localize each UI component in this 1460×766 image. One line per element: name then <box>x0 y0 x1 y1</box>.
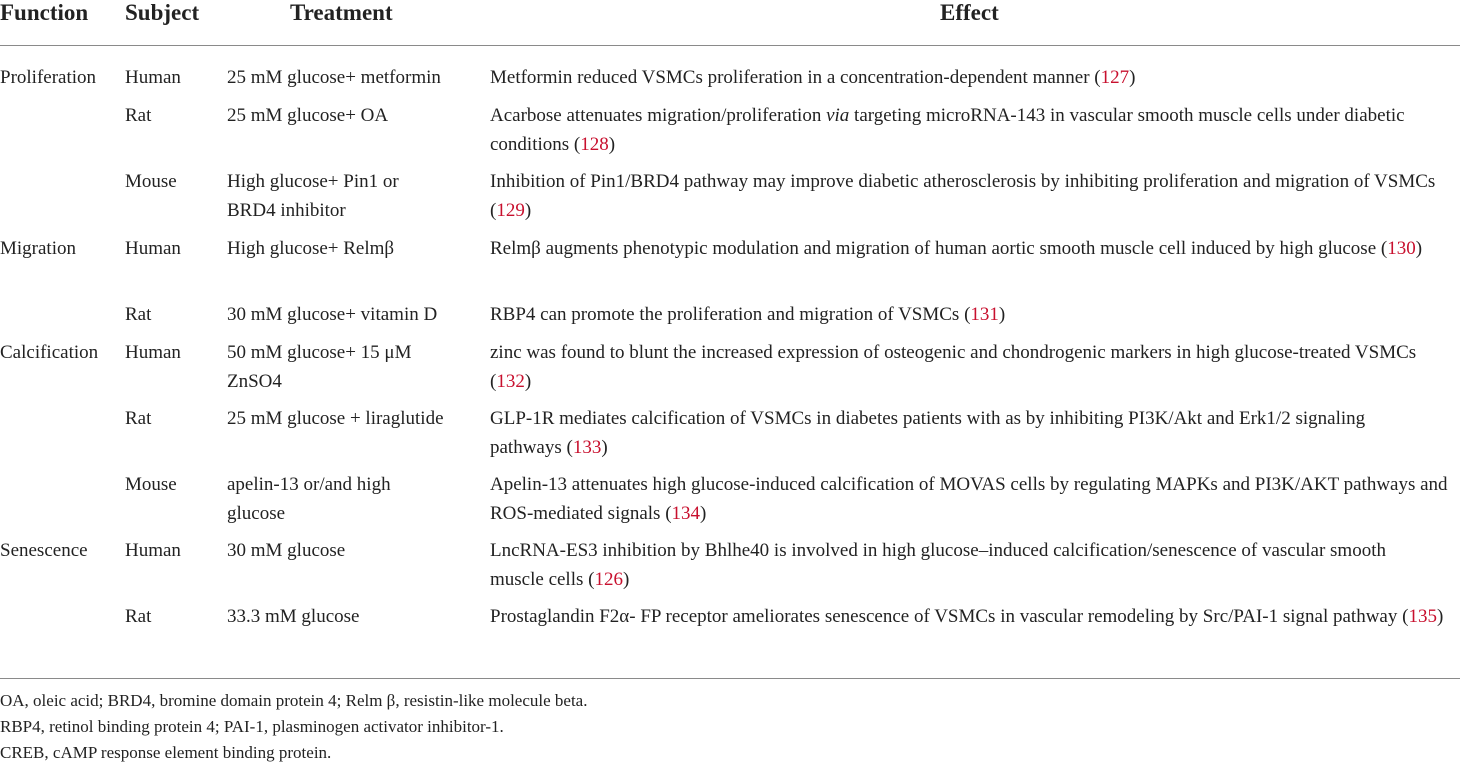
treatment-cell: 33.3 mM glucose <box>227 606 360 627</box>
reference-link[interactable]: 131 <box>970 304 999 325</box>
subject-cell: Rat <box>125 105 152 126</box>
subject-cell: Mouse <box>125 474 177 495</box>
treatment-cell: 25 mM glucose+ metformin <box>227 67 441 88</box>
effect-cell: Acarbose attenuates migration/proliferation via targeting microRNA-143 in vascular smooth muscle cells under diabetic conditions (128) <box>490 105 1405 155</box>
header-rule <box>0 45 1460 46</box>
footer-rule <box>0 678 1460 679</box>
reference-link[interactable]: 135 <box>1408 606 1437 627</box>
effect-cell: RBP4 can promote the proliferation and migration of VSMCs (131) <box>490 304 1006 325</box>
header-subject: Subject <box>125 0 200 25</box>
footnote: RBP4, retinol binding protein 4; PAI-1, plasminogen activator inhibitor-1. <box>0 717 504 736</box>
treatment-cell: High glucose+ Pin1 or BRD4 inhibitor <box>227 171 399 221</box>
treatment-cell: 30 mM glucose <box>227 540 346 561</box>
subject-cell: Rat <box>125 606 152 627</box>
effect-cell: Metformin reduced VSMCs proliferation in a concentration-dependent manner (127) <box>490 67 1136 88</box>
effect-cell: zinc was found to blunt the increased expression of osteogenic and chondrogenic markers in high glucose-treated VSMCs (132) <box>490 342 1417 392</box>
reference-link[interactable]: 132 <box>496 371 525 392</box>
reference-link[interactable]: 127 <box>1100 67 1130 88</box>
header-effect: Effect <box>940 0 999 25</box>
footnote: OA, oleic acid; BRD4, bromine domain protein 4; Relm β, resistin-like molecule beta. <box>0 691 588 710</box>
header-treatment: Treatment <box>290 0 393 25</box>
function-cell: Proliferation <box>0 67 97 88</box>
function-cell: Senescence <box>0 540 88 561</box>
effect-cell: GLP-1R mediates calcification of VSMCs in diabetes patients with as by inhibiting PI3K/Akt and Erk1/2 signaling pathways (133) <box>490 408 1366 458</box>
reference-link[interactable]: 128 <box>580 134 609 155</box>
treatment-cell: 25 mM glucose + liraglutide <box>227 408 444 429</box>
subject-cell: Human <box>125 342 181 363</box>
subject-cell: Rat <box>125 408 152 429</box>
reference-link[interactable]: 134 <box>671 503 701 524</box>
subject-cell: Rat <box>125 304 152 325</box>
treatment-cell: High glucose+ Relmβ <box>227 238 395 259</box>
treatment-cell: apelin-13 or/and high glucose <box>227 474 391 524</box>
effect-cell: Prostaglandin F2α- FP receptor ameliorates senescence of VSMCs in vascular remodeling by Src/PAI-1 signal pathway (135) <box>490 606 1444 627</box>
reference-link[interactable]: 126 <box>594 569 623 590</box>
header-function: Function <box>0 0 89 25</box>
reference-link[interactable]: 133 <box>572 437 602 458</box>
subject-cell: Human <box>125 238 181 259</box>
subject-cell: Mouse <box>125 171 177 192</box>
reference-link[interactable]: 130 <box>1387 238 1416 259</box>
subject-cell: Human <box>125 540 181 561</box>
effect-cell: Inhibition of Pin1/BRD4 pathway may improve diabetic atherosclerosis by inhibiting proliferation and migration of VSMCs (129) <box>490 171 1436 221</box>
treatment-cell: 30 mM glucose+ vitamin D <box>227 304 438 325</box>
footnote: CREB, cAMP response element binding protein. <box>0 743 332 762</box>
reference-link[interactable]: 129 <box>496 200 525 221</box>
function-cell: Calcification <box>0 342 99 363</box>
effect-cell: LncRNA-ES3 inhibition by Bhlhe40 is involved in high glucose–induced calcification/senescence of vascular smooth muscle cells (126) <box>490 540 1386 590</box>
treatment-cell: 50 mM glucose+ 15 μM ZnSO4 <box>227 342 412 392</box>
effect-cell: Apelin-13 attenuates high glucose-induced calcification of MOVAS cells by regulating MAPKs and PI3K/AKT pathways and ROS-mediated signals (134) <box>490 474 1448 524</box>
effect-cell: Relmβ augments phenotypic modulation and migration of human aortic smooth muscle cell induced by high glucose (130) <box>490 238 1423 259</box>
treatment-cell: 25 mM glucose+ OA <box>227 105 389 126</box>
subject-cell: Human <box>125 67 181 88</box>
function-cell: Migration <box>0 238 76 259</box>
